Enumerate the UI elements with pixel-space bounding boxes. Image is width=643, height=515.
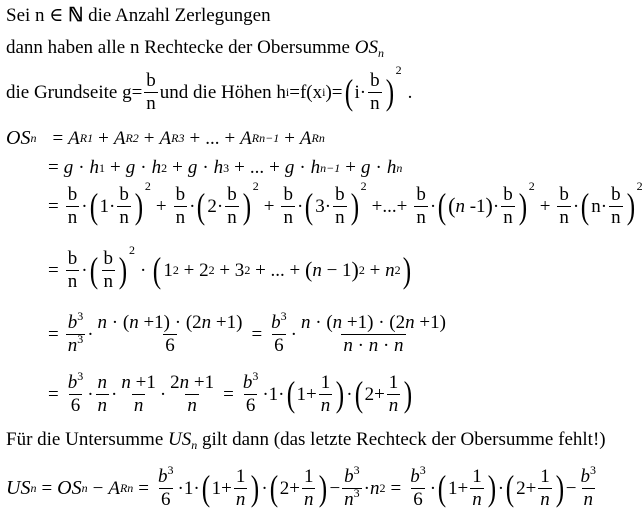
intro-line-2 <box>6 37 384 60</box>
intro-text: dann haben alle n Rechtecke der Obersumme <box>6 37 355 58</box>
subscript: n <box>377 46 384 60</box>
intro-line-3: die Grundseite g= $\frac{b}{n}$ und die Höhen h i =f(x i )= ( i· $\frac{b}{n}$ ) 2 . <box>6 63 413 114</box>
intro-text: )= <box>325 81 343 103</box>
equation-line-7: US n = OS n − A Rn = $\frac{b^3}{6}$ ·1· ( 1+ $\frac{1}{n}$ ) · ( 2+ $\frac{1}{n}$ ) − $\frac{b^3}{n^3}$ · n 2 = $\frac{b^3}{6}$ · ( 1+ $\frac{1}{n}$ ) · ( 2+ $\frac{1}{n}$ ) − $\frac{b^3}{n}$ <box>6 463 597 510</box>
subscript: n <box>191 438 198 452</box>
equation-line-4: = $\frac{b}{n}$ · ( $\frac{b}{n}$ ) 2 · ( 1 2 + 2 2 + 3 2 + ... + ( n − 1 ) 2 + n 2 ) <box>48 243 411 292</box>
equation-line-6: = $\frac{b^3}{6}$ · $\frac{n}{n}$ · $\frac{n +1}{n}$ · $\frac{2n +1}{n}$ = $\frac{b^3}{6}$ ·1· ( 1+ $\frac{1}{n}$ ) · ( 2+ $\frac{1}{n}$ ) <box>48 369 413 416</box>
intro-text: die Grundseite g= <box>6 81 143 103</box>
natural-numbers-symbol: ℕ <box>68 5 84 26</box>
obersumme-symbol: OS <box>354 37 378 58</box>
untersumme-text: Für die Untersumme <box>6 429 169 450</box>
equation-line-1: OS n = A R1 + A R2 + A R3 + ... + A Rn−1 + A Rn <box>6 127 325 149</box>
equation-line-5: = $\frac{b^3}{n^3}$ · $\frac{n \cdot (n +1) \cdot (2n +1)}{6}$ = $\frac{b^3}{6}$ · $\frac{n \cdot (n +1) \cdot (2n +1)}{n \cdot n \cdot n}$ <box>48 309 446 356</box>
intro-text: und die Höhen h <box>159 81 286 103</box>
intro-text: =f(x <box>289 81 323 103</box>
period: . <box>407 81 413 103</box>
intro-line-1 <box>6 6 271 25</box>
untersumme-text: gilt dann (das letzte Rechteck der Obersumme fehlt!) <box>197 429 606 450</box>
untersumme-symbol: US <box>168 429 192 450</box>
equation-line-3: = $\frac{b}{n}$ · ( 1· $\frac{b}{n}$ ) 2 + $\frac{b}{n}$ · ( 2· $\frac{b}{n}$ ) 2 + $\frac{b}{n}$ · ( 3· $\frac{b}{n}$ ) 2 +...+ $\frac{b}{n}$ · ( ( n -1 ) · $\frac{b}{n}$ ) 2 + $\frac{b}{n}$ · ( n· $\frac{b}{n}$ ) 2 <box>48 179 643 228</box>
untersumme-line <box>6 429 606 452</box>
element-of-symbol: ∈ <box>49 5 64 26</box>
fraction: $\frac{b}{n}$ <box>146 70 156 114</box>
parenthesized-expression: ( i· $\frac{b}{n}$ ) <box>344 70 394 114</box>
equation-line-2: = g · h 1 + g · h 2 + g · h 3 + ... + g · h n−1 + g · h n <box>48 157 403 178</box>
intro-text: Sei n <box>6 5 50 26</box>
intro-text: die Anzahl Zerlegungen <box>83 5 271 26</box>
os-lhs: OS <box>6 127 31 149</box>
